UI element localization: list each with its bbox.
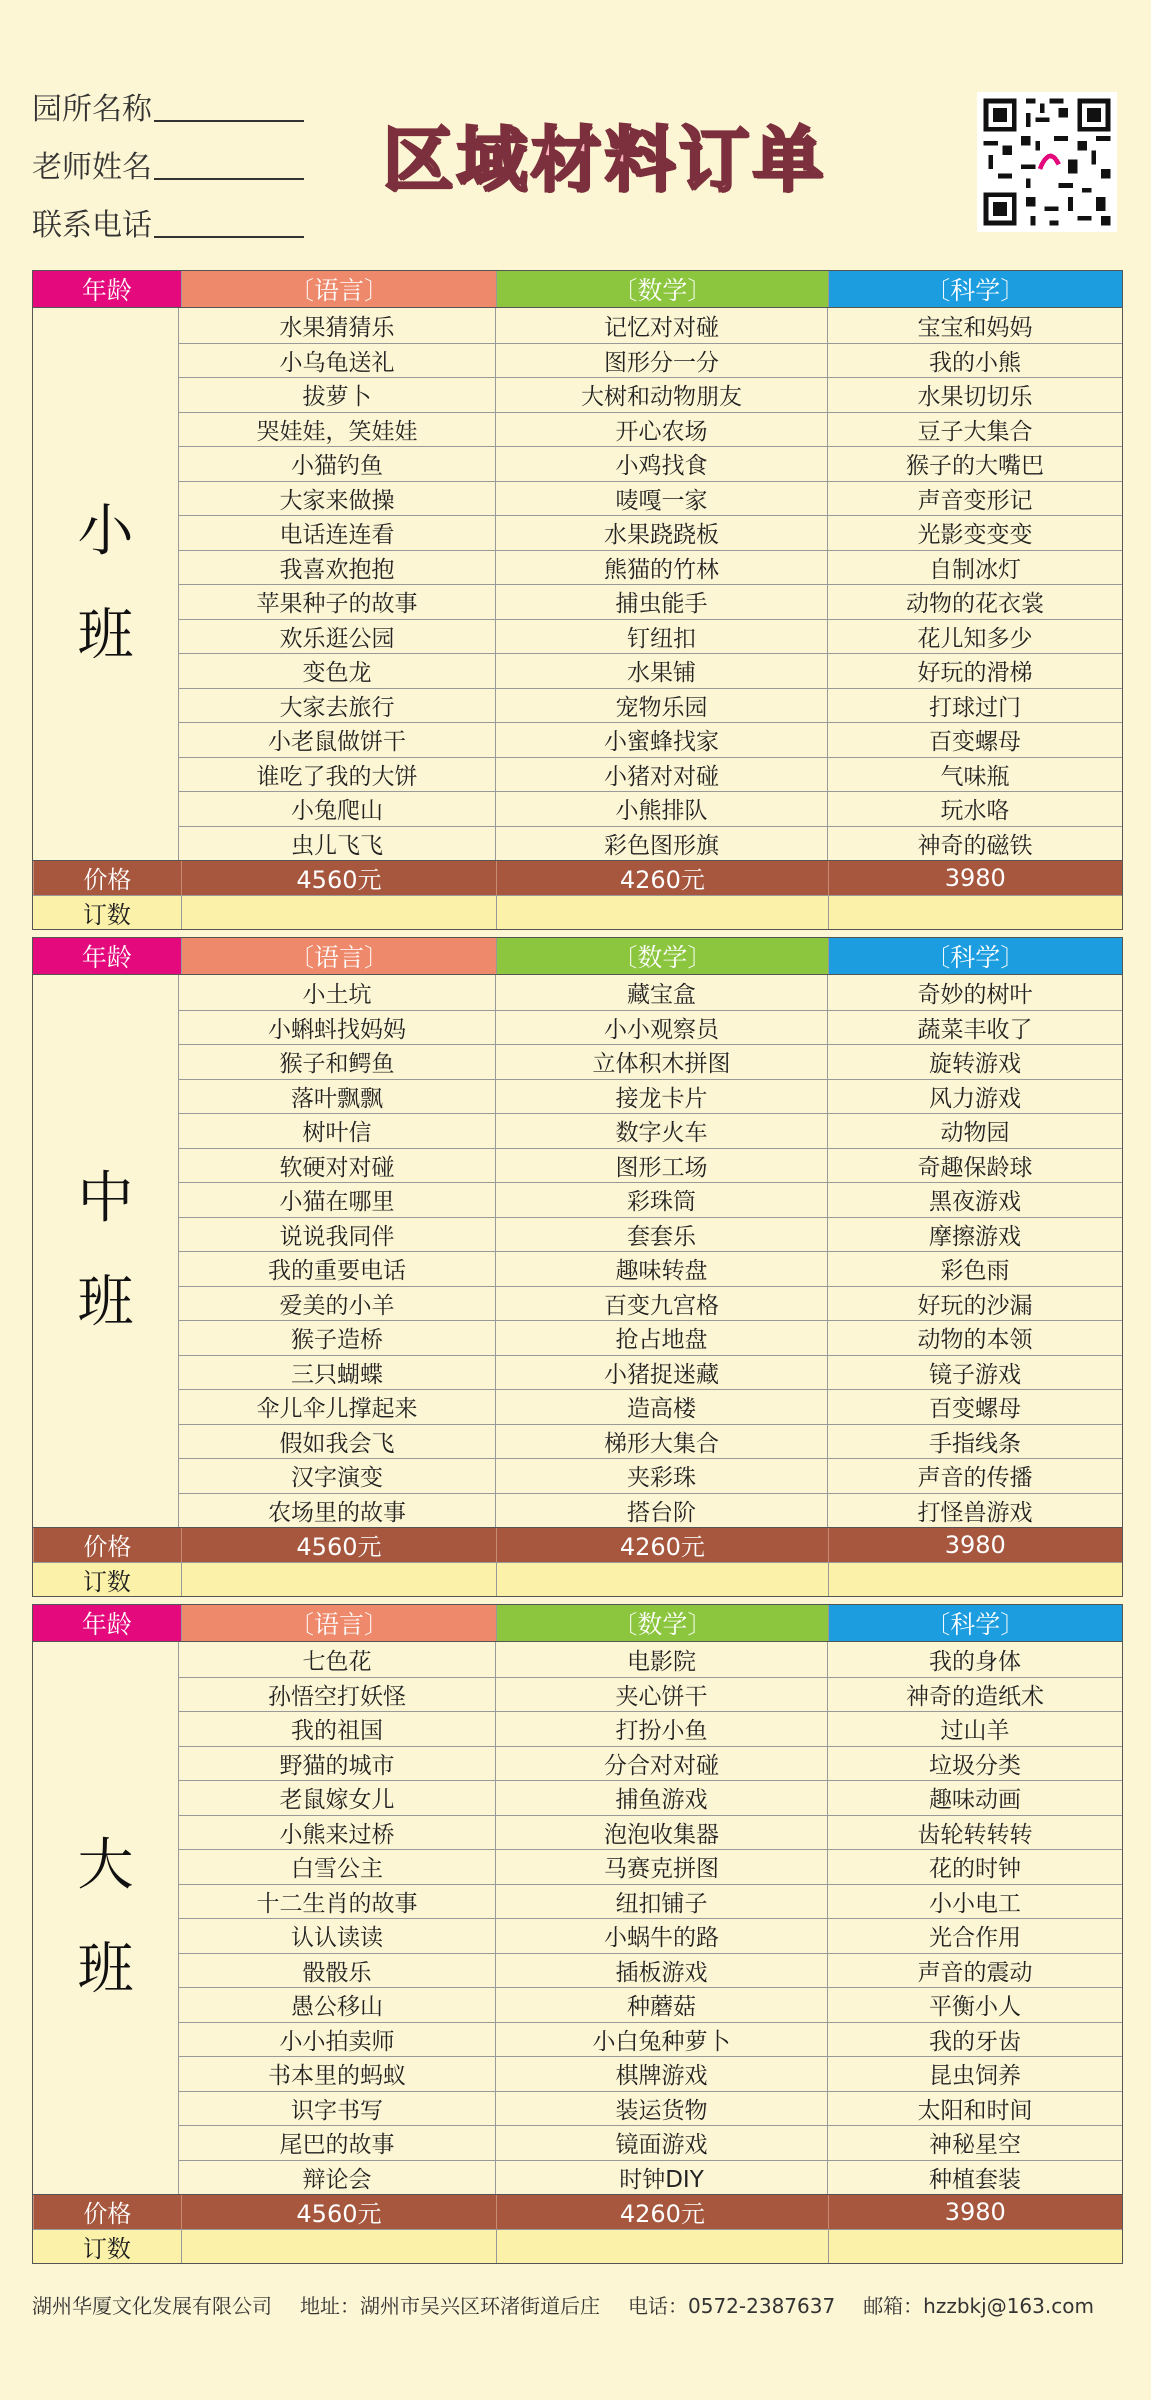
table-row — [179, 722, 1122, 757]
qr-code-icon — [977, 92, 1117, 232]
section-middle-class — [32, 937, 1123, 1597]
language-item: 软硬对对碰 — [179, 1149, 495, 1183]
kindergarten-name-label: 园所名称 — [32, 92, 152, 127]
table-row — [179, 1113, 1122, 1148]
science-item: 好玩的滑梯 — [827, 654, 1122, 688]
language-price: 4560元 — [181, 2195, 496, 2229]
language-item: 我的祖国 — [179, 1712, 495, 1746]
table-row — [179, 826, 1122, 861]
math-item: 马赛克拼图 — [495, 1850, 827, 1884]
language-item: 老鼠嫁女儿 — [179, 1781, 495, 1815]
table-row — [179, 1458, 1122, 1493]
table-row — [179, 1849, 1122, 1884]
language-item: 愚公移山 — [179, 1988, 495, 2022]
math-item: 宠物乐园 — [495, 689, 827, 723]
math-column-header: 〔数学〕 — [496, 938, 827, 974]
science-price: 3980 — [828, 861, 1122, 895]
price-label: 价格 — [33, 861, 181, 895]
language-item: 小猫在哪里 — [179, 1183, 495, 1217]
science-order-count-input[interactable] — [828, 2230, 1122, 2264]
items-body — [33, 307, 1122, 860]
math-item: 接龙卡片 — [495, 1080, 827, 1114]
science-item: 彩色雨 — [827, 1252, 1122, 1286]
table-row — [179, 1953, 1122, 1988]
math-item: 唛嘎一家 — [495, 482, 827, 516]
language-item: 伞儿伞儿撑起来 — [179, 1390, 495, 1424]
science-item: 小小电工 — [827, 1885, 1122, 1919]
math-item: 电影院 — [495, 1642, 827, 1677]
table-row — [179, 446, 1122, 481]
science-item: 水果切切乐 — [827, 378, 1122, 412]
teacher-name-label: 老师姓名 — [32, 150, 152, 185]
table-row — [179, 2125, 1122, 2160]
age-group-char: 小 — [77, 499, 134, 564]
language-item: 谁吃了我的大饼 — [179, 758, 495, 792]
science-column-header: 〔科学〕 — [828, 938, 1122, 974]
table-row — [179, 343, 1122, 378]
language-item: 骰骰乐 — [179, 1954, 495, 1988]
table-row — [179, 1780, 1122, 1815]
math-item: 打扮小鱼 — [495, 1712, 827, 1746]
footer-address: 地址：湖州市吴兴区环渚街道后庄 — [300, 2294, 600, 2318]
table-row — [179, 1182, 1122, 1217]
table-row — [179, 619, 1122, 654]
math-item: 纽扣铺子 — [495, 1885, 827, 1919]
language-item: 小土坑 — [179, 975, 495, 1010]
math-order-count-input[interactable] — [496, 896, 827, 930]
science-item: 玩水咯 — [827, 792, 1122, 826]
language-item: 我的重要电话 — [179, 1252, 495, 1286]
table-row — [179, 1320, 1122, 1355]
science-item: 手指线条 — [827, 1425, 1122, 1459]
math-item: 梯形大集合 — [495, 1425, 827, 1459]
table-row — [179, 1642, 1122, 1677]
kindergarten-name-field[interactable] — [32, 84, 304, 128]
language-item: 小小拍卖师 — [179, 2023, 495, 2057]
age-group-char: 班 — [77, 1937, 134, 2002]
language-order-count-input[interactable] — [181, 2230, 496, 2264]
table-row — [179, 308, 1122, 343]
table-row — [179, 1044, 1122, 1079]
math-item: 熊猫的竹林 — [495, 551, 827, 585]
math-item: 开心农场 — [495, 413, 827, 447]
science-item: 好玩的沙漏 — [827, 1287, 1122, 1321]
price-row — [33, 2194, 1122, 2229]
science-item: 动物园 — [827, 1114, 1122, 1148]
science-item: 动物的花衣裳 — [827, 585, 1122, 619]
math-order-count-input[interactable] — [496, 2230, 827, 2264]
age-group-label — [33, 1642, 179, 2194]
science-item: 昆虫饲养 — [827, 2057, 1122, 2091]
science-item: 豆子大集合 — [827, 413, 1122, 447]
language-item: 大家来做操 — [179, 482, 495, 516]
math-item: 夹心饼干 — [495, 1678, 827, 1712]
math-item: 造高楼 — [495, 1390, 827, 1424]
age-column-header: 年龄 — [33, 271, 181, 307]
phone-field[interactable] — [32, 200, 304, 244]
math-item: 图形分一分 — [495, 344, 827, 378]
language-item: 小熊来过桥 — [179, 1816, 495, 1850]
footer — [32, 2290, 1123, 2319]
table-row — [179, 550, 1122, 585]
language-item: 识字书写 — [179, 2092, 495, 2126]
math-item: 藏宝盒 — [495, 975, 827, 1010]
footer-phone: 电话：0572-2387637 — [628, 2294, 836, 2318]
science-item: 蔬菜丰收了 — [827, 1011, 1122, 1045]
language-item: 说说我同伴 — [179, 1218, 495, 1252]
table-row — [179, 653, 1122, 688]
math-price: 4260元 — [496, 861, 827, 895]
table-row — [179, 1677, 1122, 1712]
science-item: 摩擦游戏 — [827, 1218, 1122, 1252]
language-item: 农场里的故事 — [179, 1494, 495, 1528]
language-item: 猴子造桥 — [179, 1321, 495, 1355]
price-label: 价格 — [33, 1528, 181, 1562]
science-item: 黑夜游戏 — [827, 1183, 1122, 1217]
table-row — [179, 515, 1122, 550]
order-count-row — [33, 2229, 1122, 2264]
table-row — [179, 1493, 1122, 1528]
phone-label: 联系电话 — [32, 208, 152, 243]
table-row — [179, 1355, 1122, 1390]
math-item: 搭台阶 — [495, 1494, 827, 1528]
table-row — [179, 688, 1122, 723]
order-count-label: 订数 — [82, 1567, 131, 1596]
science-item: 过山羊 — [827, 1712, 1122, 1746]
items-body — [33, 1641, 1122, 2194]
science-price: 3980 — [828, 2195, 1122, 2229]
math-item: 捕虫能手 — [495, 585, 827, 619]
table-row — [179, 1815, 1122, 1850]
language-column-header: 〔语言〕 — [181, 271, 496, 307]
table-row — [179, 1918, 1122, 1953]
science-item: 平衡小人 — [827, 1988, 1122, 2022]
price-row — [33, 1527, 1122, 1562]
language-item: 苹果种子的故事 — [179, 585, 495, 619]
math-item: 数字火车 — [495, 1114, 827, 1148]
language-item: 书本里的蚂蚁 — [179, 2057, 495, 2091]
age-group-char: 班 — [77, 603, 134, 668]
science-price: 3980 — [828, 1528, 1122, 1562]
science-order-count-input[interactable] — [828, 1563, 1122, 1597]
footer-email: 邮箱：hzzbkj@163.com — [863, 2294, 1094, 2318]
language-item: 小乌龟送礼 — [179, 344, 495, 378]
science-item: 打球过门 — [827, 689, 1122, 723]
language-column-header: 〔语言〕 — [181, 938, 496, 974]
language-item: 猴子和鳄鱼 — [179, 1045, 495, 1079]
language-column-header: 〔语言〕 — [181, 1605, 496, 1641]
table-row — [179, 481, 1122, 516]
page-title: 区域材料订单 — [383, 119, 827, 201]
science-item: 风力游戏 — [827, 1080, 1122, 1114]
language-item: 十二生肖的故事 — [179, 1885, 495, 1919]
science-item: 神奇的磁铁 — [827, 827, 1122, 861]
math-item: 插板游戏 — [495, 1954, 827, 1988]
section-large-class — [32, 1604, 1123, 2264]
table-row — [179, 1746, 1122, 1781]
language-item: 小老鼠做饼干 — [179, 723, 495, 757]
math-column-header: 〔数学〕 — [496, 271, 827, 307]
table-row — [179, 2160, 1122, 2195]
age-group-label — [33, 308, 179, 860]
language-item: 汉字演变 — [179, 1459, 495, 1493]
age-group-label — [33, 975, 179, 1527]
language-item: 落叶飘飘 — [179, 1080, 495, 1114]
order-count-row — [33, 895, 1122, 930]
science-item: 声音变形记 — [827, 482, 1122, 516]
math-item: 小小观察员 — [495, 1011, 827, 1045]
language-item: 大家去旅行 — [179, 689, 495, 723]
table-row — [179, 377, 1122, 412]
language-item: 七色花 — [179, 1642, 495, 1677]
science-item: 神秘星空 — [827, 2126, 1122, 2160]
math-item: 棋牌游戏 — [495, 2057, 827, 2091]
language-item: 小蝌蚪找妈妈 — [179, 1011, 495, 1045]
table-row — [179, 1711, 1122, 1746]
language-item: 三只蝴蝶 — [179, 1356, 495, 1390]
age-group-char: 班 — [77, 1270, 134, 1335]
age-column-header: 年龄 — [33, 938, 181, 974]
math-order-count-input[interactable] — [496, 1563, 827, 1597]
table-row — [179, 1148, 1122, 1183]
science-item: 太阳和时间 — [827, 2092, 1122, 2126]
science-item: 动物的本领 — [827, 1321, 1122, 1355]
language-item: 电话连连看 — [179, 516, 495, 550]
science-item: 垃圾分类 — [827, 1747, 1122, 1781]
language-item: 欢乐逛公园 — [179, 620, 495, 654]
science-item: 我的身体 — [827, 1642, 1122, 1677]
science-column-header: 〔科学〕 — [828, 271, 1122, 307]
column-header-row — [33, 1605, 1122, 1641]
science-item: 趣味动画 — [827, 1781, 1122, 1815]
math-item: 小白兔种萝卜 — [495, 2023, 827, 2057]
language-item: 树叶信 — [179, 1114, 495, 1148]
math-item: 百变九宫格 — [495, 1287, 827, 1321]
table-row — [179, 757, 1122, 792]
table-row — [179, 584, 1122, 619]
language-order-count-input[interactable] — [181, 1563, 496, 1597]
math-item: 水果跷跷板 — [495, 516, 827, 550]
math-item: 彩色图形旗 — [495, 827, 827, 861]
table-row — [179, 1010, 1122, 1045]
language-order-count-input[interactable] — [181, 896, 496, 930]
language-item: 爱美的小羊 — [179, 1287, 495, 1321]
table-row — [179, 412, 1122, 447]
math-item: 抢占地盘 — [495, 1321, 827, 1355]
science-item: 花儿知多少 — [827, 620, 1122, 654]
science-item: 声音的传播 — [827, 1459, 1122, 1493]
language-item: 孙悟空打妖怪 — [179, 1678, 495, 1712]
language-item: 我喜欢抱抱 — [179, 551, 495, 585]
table-row — [179, 1217, 1122, 1252]
age-group-char: 大 — [77, 1833, 134, 1898]
math-price: 4260元 — [496, 1528, 827, 1562]
order-count-label: 订数 — [82, 900, 131, 929]
table-row — [179, 2091, 1122, 2126]
table-row — [179, 2022, 1122, 2057]
math-item: 记忆对对碰 — [495, 308, 827, 343]
language-price: 4560元 — [181, 861, 496, 895]
math-item: 小蜜蜂找家 — [495, 723, 827, 757]
language-item: 假如我会飞 — [179, 1425, 495, 1459]
math-item: 小猪捉迷藏 — [495, 1356, 827, 1390]
math-item: 时钟DIY — [495, 2161, 827, 2195]
language-price: 4560元 — [181, 1528, 496, 1562]
teacher-name-field[interactable] — [32, 142, 304, 186]
language-item: 野猫的城市 — [179, 1747, 495, 1781]
science-item: 光合作用 — [827, 1919, 1122, 1953]
language-item: 认认读读 — [179, 1919, 495, 1953]
column-header-row — [33, 271, 1122, 307]
science-item: 镜子游戏 — [827, 1356, 1122, 1390]
science-item: 我的牙齿 — [827, 2023, 1122, 2057]
math-item: 套套乐 — [495, 1218, 827, 1252]
language-item: 拔萝卜 — [179, 378, 495, 412]
table-row — [179, 975, 1122, 1010]
math-item: 夹彩珠 — [495, 1459, 827, 1493]
science-item: 奇妙的树叶 — [827, 975, 1122, 1010]
math-item: 彩珠筒 — [495, 1183, 827, 1217]
table-row — [179, 2056, 1122, 2091]
science-item: 气味瓶 — [827, 758, 1122, 792]
math-item: 图形工场 — [495, 1149, 827, 1183]
science-item: 光影变变变 — [827, 516, 1122, 550]
price-label: 价格 — [33, 2195, 181, 2229]
science-item: 百变螺母 — [827, 1390, 1122, 1424]
math-item: 趣味转盘 — [495, 1252, 827, 1286]
price-row — [33, 860, 1122, 895]
language-item: 虫儿飞飞 — [179, 827, 495, 861]
language-item: 白雪公主 — [179, 1850, 495, 1884]
science-item: 旋转游戏 — [827, 1045, 1122, 1079]
language-item: 辩论会 — [179, 2161, 495, 2195]
math-item: 装运货物 — [495, 2092, 827, 2126]
math-item: 小猪对对碰 — [495, 758, 827, 792]
math-item: 种蘑菇 — [495, 1988, 827, 2022]
math-item: 捕鱼游戏 — [495, 1781, 827, 1815]
science-item: 打怪兽游戏 — [827, 1494, 1122, 1528]
language-item: 哭娃娃，笑娃娃 — [179, 413, 495, 447]
math-item: 小鸡找食 — [495, 447, 827, 481]
order-count-row — [33, 1562, 1122, 1597]
science-item: 宝宝和妈妈 — [827, 308, 1122, 343]
age-group-char: 中 — [77, 1166, 134, 1231]
math-item: 镜面游戏 — [495, 2126, 827, 2160]
math-item: 钉纽扣 — [495, 620, 827, 654]
item-list — [179, 975, 1122, 1527]
language-item: 尾巴的故事 — [179, 2126, 495, 2160]
table-row — [179, 1286, 1122, 1321]
math-item: 小蜗牛的路 — [495, 1919, 827, 1953]
science-item: 猴子的大嘴巴 — [827, 447, 1122, 481]
table-row — [179, 791, 1122, 826]
table-row — [179, 1884, 1122, 1919]
science-item: 种植套装 — [827, 2161, 1122, 2195]
table-row — [179, 1987, 1122, 2022]
math-price: 4260元 — [496, 2195, 827, 2229]
math-column-header: 〔数学〕 — [496, 1605, 827, 1641]
math-item: 水果铺 — [495, 654, 827, 688]
science-item: 声音的震动 — [827, 1954, 1122, 1988]
table-row — [179, 1389, 1122, 1424]
math-item: 立体积木拼图 — [495, 1045, 827, 1079]
item-list — [179, 1642, 1122, 2194]
math-item: 泡泡收集器 — [495, 1816, 827, 1850]
science-item: 神奇的造纸术 — [827, 1678, 1122, 1712]
math-item: 小熊排队 — [495, 792, 827, 826]
column-header-row — [33, 938, 1122, 974]
science-item: 百变螺母 — [827, 723, 1122, 757]
language-item: 水果猜猜乐 — [179, 308, 495, 343]
table-row — [179, 1079, 1122, 1114]
table-row — [179, 1251, 1122, 1286]
footer-company: 湖州华厦文化发展有限公司 — [32, 2294, 272, 2318]
order-count-label: 订数 — [82, 2234, 131, 2263]
language-item: 小兔爬山 — [179, 792, 495, 826]
table-row — [179, 1424, 1122, 1459]
age-column-header: 年龄 — [33, 1605, 181, 1641]
science-item: 自制冰灯 — [827, 551, 1122, 585]
science-item: 花的时钟 — [827, 1850, 1122, 1884]
item-list — [179, 308, 1122, 860]
section-small-class — [32, 270, 1123, 930]
math-item: 大树和动物朋友 — [495, 378, 827, 412]
science-item: 齿轮转转转 — [827, 1816, 1122, 1850]
science-item: 奇趣保龄球 — [827, 1149, 1122, 1183]
science-order-count-input[interactable] — [828, 896, 1122, 930]
items-body — [33, 974, 1122, 1527]
science-item: 我的小熊 — [827, 344, 1122, 378]
science-column-header: 〔科学〕 — [828, 1605, 1122, 1641]
math-item: 分合对对碰 — [495, 1747, 827, 1781]
language-item: 变色龙 — [179, 654, 495, 688]
language-item: 小猫钓鱼 — [179, 447, 495, 481]
